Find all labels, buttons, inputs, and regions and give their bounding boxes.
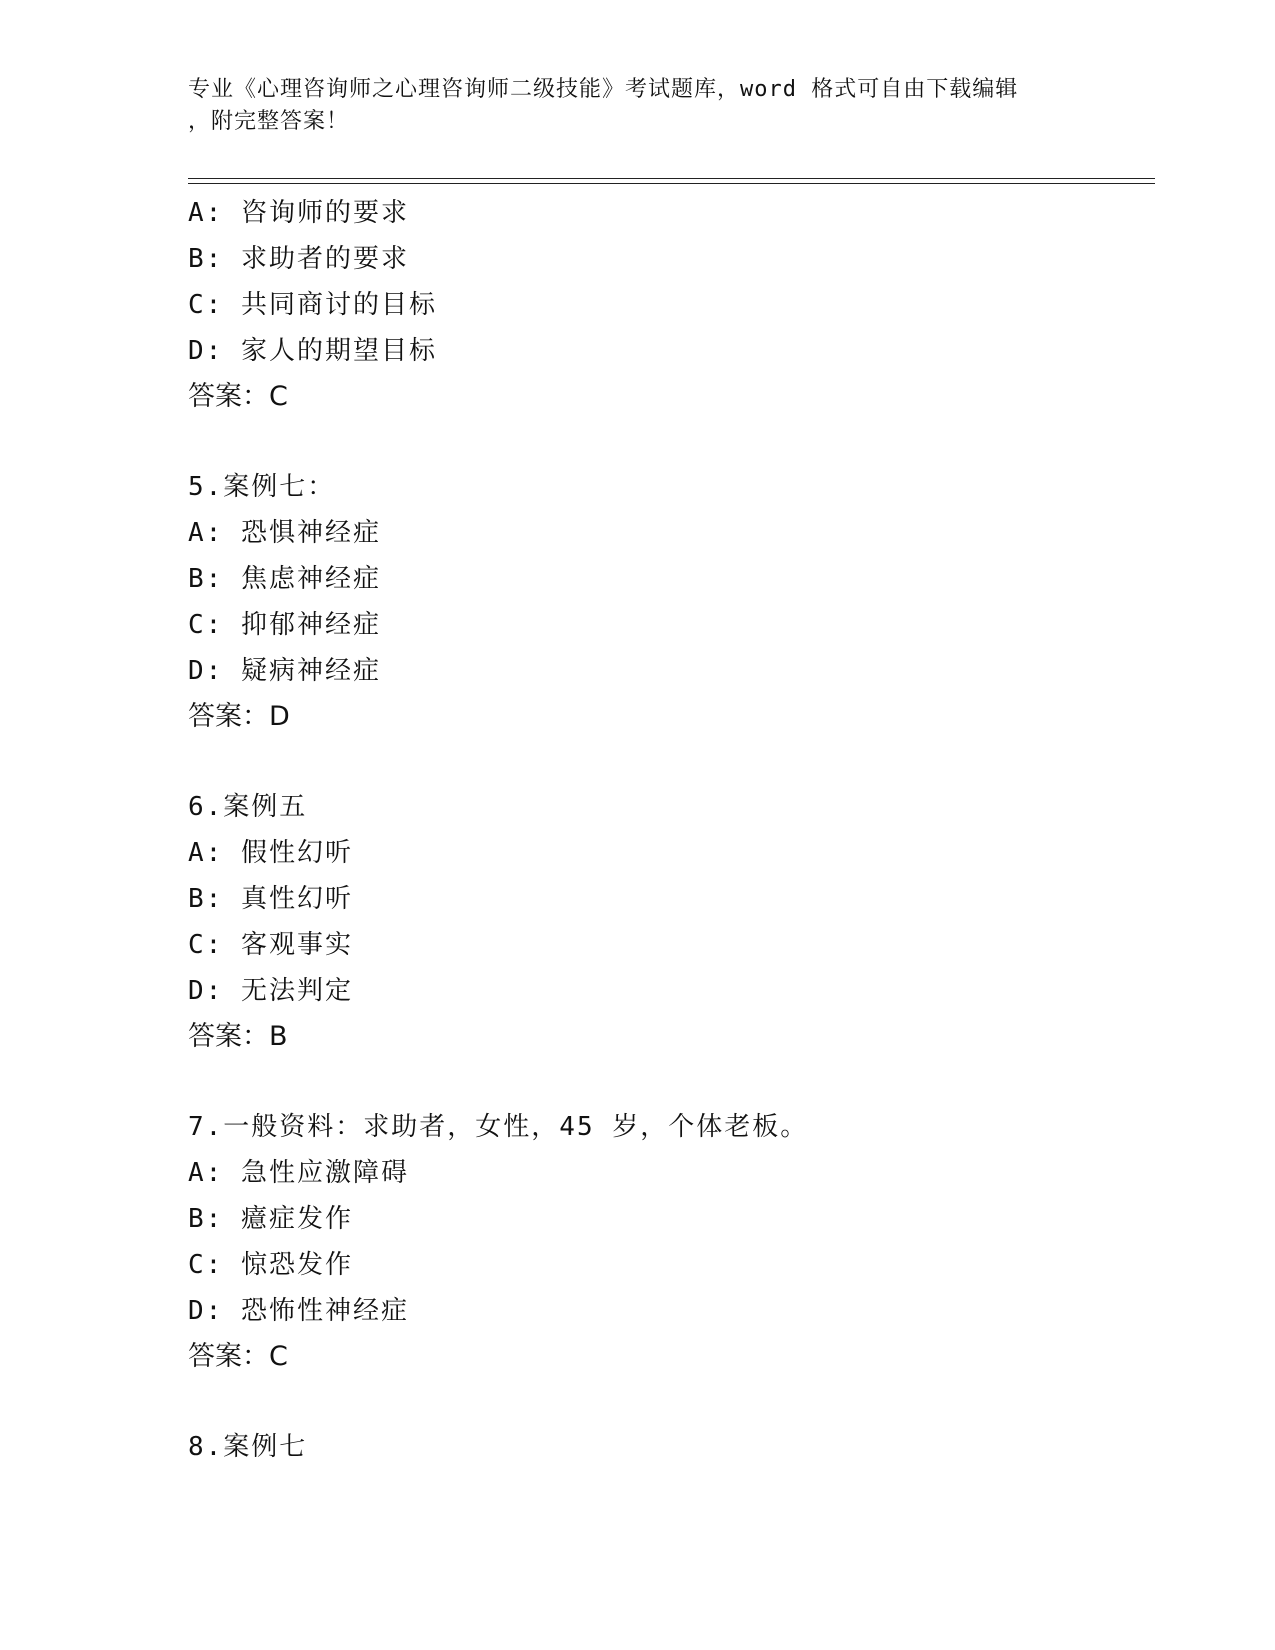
question-8 [188,1424,1148,1470]
question-list [188,190,1148,1470]
option-c: C: 抑郁神经症 [188,610,381,640]
question-title: 6.案例五 [188,792,308,822]
header-line-2: ，附完整答案！ [188,109,350,134]
option-c: C: 共同商讨的目标 [188,290,437,320]
header-divider-top [188,178,1155,179]
option-a: A: 咨询师的要求 [188,198,409,228]
option-d: D: 疑病神经症 [188,656,381,686]
option-b: B: 癔症发作 [188,1204,353,1234]
question-title: 5.案例七： [188,472,336,502]
option-d: D: 无法判定 [188,976,353,1006]
question-5 [188,464,1148,740]
option-b: B: 焦虑神经症 [188,564,381,594]
option-a: A: 急性应激障碍 [188,1158,409,1188]
answer-line: 答案：C [188,1341,288,1372]
option-c: C: 客观事实 [188,930,353,960]
question-4 [188,190,1148,420]
answer-line: 答案：B [188,1021,288,1052]
option-c: C: 惊恐发作 [188,1250,353,1280]
header-divider-bottom [188,183,1155,184]
option-a: A: 恐惧神经症 [188,518,381,548]
answer-line: 答案：C [188,381,288,412]
header-line-1: 专业《心理咨询师之心理咨询师二级技能》考试题库，word 格式可自由下载编辑 [188,77,1019,102]
option-d: D: 家人的期望目标 [188,336,437,366]
option-b: B: 真性幻听 [188,884,353,914]
option-a: A: 假性幻听 [188,838,353,868]
option-b: B: 求助者的要求 [188,244,409,274]
question-6 [188,784,1148,1060]
option-d: D: 恐怖性神经症 [188,1296,409,1326]
question-title: 8.案例七 [188,1432,308,1462]
question-title: 7.一般资料：求助者，女性，45 岁，个体老板。 [188,1112,809,1142]
answer-line: 答案：D [188,701,290,732]
question-7 [188,1104,1148,1380]
document-header [188,74,1068,138]
